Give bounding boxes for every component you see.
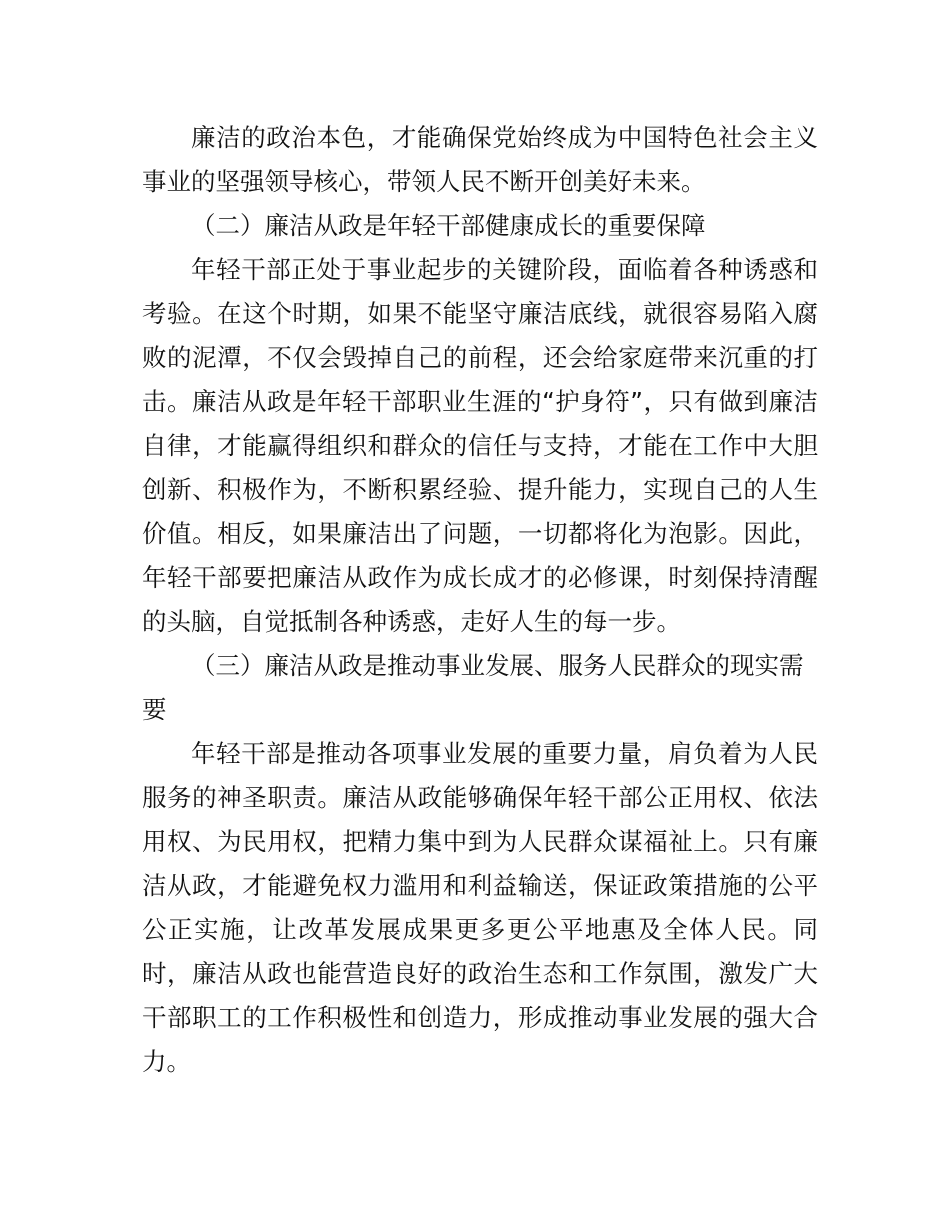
paragraph-section-2: 年轻干部正处于事业起步的关键阶段，面临着各种诱惑和考验。在这个时期，如果不能坚守廉洁底线，就很容易陷入腐败的泥潭，不仅会毁掉自己的前程，还会给家庭带来沉重的打击。廉洁从政是年轻干部职业生涯的“护身符”，只有做到廉洁自律，才能赢得组织和群众的信任与支持，才能在工作中大胆创新、积极作为，不断积累经验、提升能力，实现自己的人生价值。相反，如果廉洁出了问题，一切都将化为泡影。因此，年轻干部要把廉洁从政作为成长成才的必修课，时刻保持清醒的头脑，自觉抵制各种诱惑，走好人生的每一步。 — [142, 255, 818, 636]
document-body — [142, 116, 818, 1084]
section-heading-3: （三）廉洁从政是推动事业发展、服务人民群众的现实需要 — [142, 651, 804, 724]
paragraph-intro-continuation: 廉洁的政治本色，才能确保党始终成为中国特色社会主义事业的坚强领导核心，带领人民不断开创美好未来。 — [142, 123, 818, 196]
section-heading-2: （二）廉洁从政是年轻干部健康成长的重要保障 — [191, 211, 706, 240]
paragraph-section-3: 年轻干部是推动各项事业发展的重要力量，肩负着为人民服务的神圣职责。廉洁从政能够确保年轻干部公正用权、依法用权、为民用权，把精力集中到为人民群众谋福祉上。只有廉洁从政，才能避免权力滥用和利益输送，保证政策措施的公平公正实施，让改革发展成果更多更公平地惠及全体人民。同时，廉洁从政也能营造良好的政治生态和工作氛围，激发广大干部职工的工作积极性和创造力，形成推动事业发展的强大合力。 — [142, 739, 818, 1076]
